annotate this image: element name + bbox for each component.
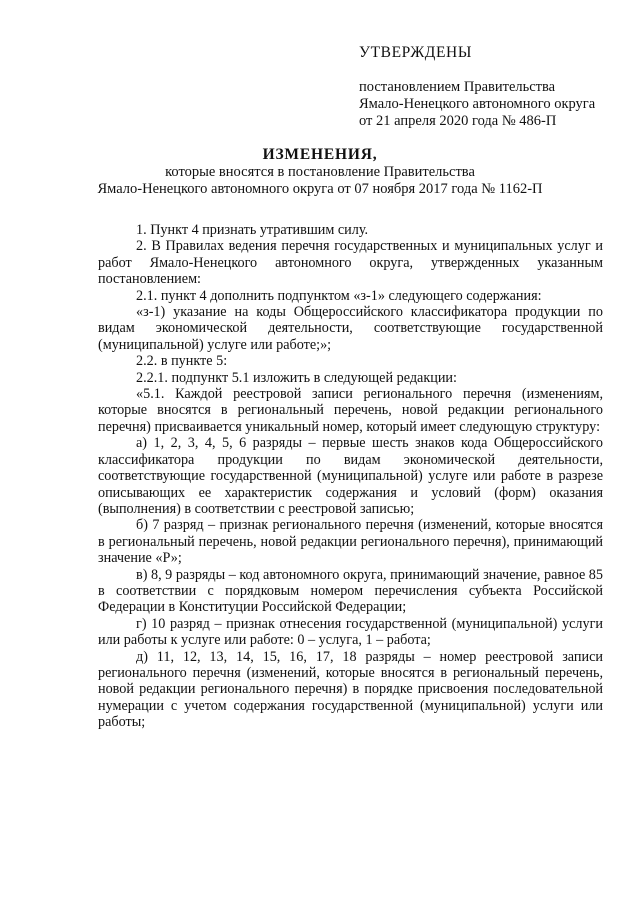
paragraph: д) 11, 12, 13, 14, 15, 16, 17, 18 разряды – номер реестровой записи регионального перечня (изменений, которые вносятся в региональный перечень, новой редакции регионального перечня) в порядке присвоения последовательной нумерации с учетом содержания государственной (муниципальной) услуги или работы; xyxy=(98,648,603,731)
document-title-block xyxy=(60,146,580,198)
approval-heading: УТВЕРЖДЕНЫ xyxy=(359,44,472,61)
paragraph: а) 1, 2, 3, 4, 5, 6 разряды – первые шесть знаков кода Общероссийского классификатора продукции по видам экономической деятельности, соответствующие государственной (муниципальной) услуге или работе в разрезе описывающих ее характеристик содержания и условий (форм) оказания (выполнения) в соответствии с реестровой записью; xyxy=(98,435,603,517)
paragraph: г) 10 разряд – признак отнесения государственной (муниципальной) услуги или работы к услуге или работе: 0 – услуга, 1 – работа; xyxy=(98,615,603,649)
document-body xyxy=(98,222,603,731)
document-title: ИЗМЕНЕНИЯ, xyxy=(262,146,378,163)
paragraph: 2.2. в пункте 5: xyxy=(136,353,228,370)
approval-line: Ямало-Ненецкого автономного округа xyxy=(359,96,596,112)
paragraph: «5.1. Каждой реестровой записи регионального перечня (изменениям, которые вносятся в региональный перечень, новой редакции регионального перечня) присваивается уникальный номер, который имеет следующую структуру: xyxy=(98,386,603,435)
approval-stamp xyxy=(359,44,619,130)
paragraph: «з-1) указание на коды Общероссийского классификатора продукции по видам экономической деятельности, соответствующие государственной (муниципальной) услуге или работе;»; xyxy=(98,304,603,353)
paragraph: 2.1. пункт 4 дополнить подпунктом «з-1» следующего содержания: xyxy=(136,287,542,304)
paragraph: в) 8, 9 разряды – код автономного округа, принимающий значение, равное 85 в соответствии с порядковым номером перечисления субъекта Российской Федерации в Конституции Российской Федерации; xyxy=(98,566,603,616)
document-subtitle-line: которые вносятся в постановление Правительства xyxy=(165,164,475,180)
approval-line: от 21 апреля 2020 года № 486-П xyxy=(359,113,557,129)
paragraph: б) 7 разряд – признак регионального перечня (изменений, которые вносятся в региональный перечень, новой редакции регионального перечня), принимающий значение «Р»; xyxy=(98,517,603,567)
paragraph: 2.2.1. подпункт 5.1 изложить в следующей редакции: xyxy=(136,369,457,386)
document-subtitle-line: Ямало-Ненецкого автономного округа от 07 ноября 2017 года № 1162-П xyxy=(97,181,543,197)
paragraph: 1. Пункт 4 признать утратившим силу. xyxy=(136,222,369,238)
approval-line: постановлением Правительства xyxy=(359,79,556,95)
paragraph: 2. В Правилах ведения перечня государственных и муниципальных услуг и работ Ямало-Ненецкого автономного округа, утвержденных указанным постановлением: xyxy=(98,238,603,288)
